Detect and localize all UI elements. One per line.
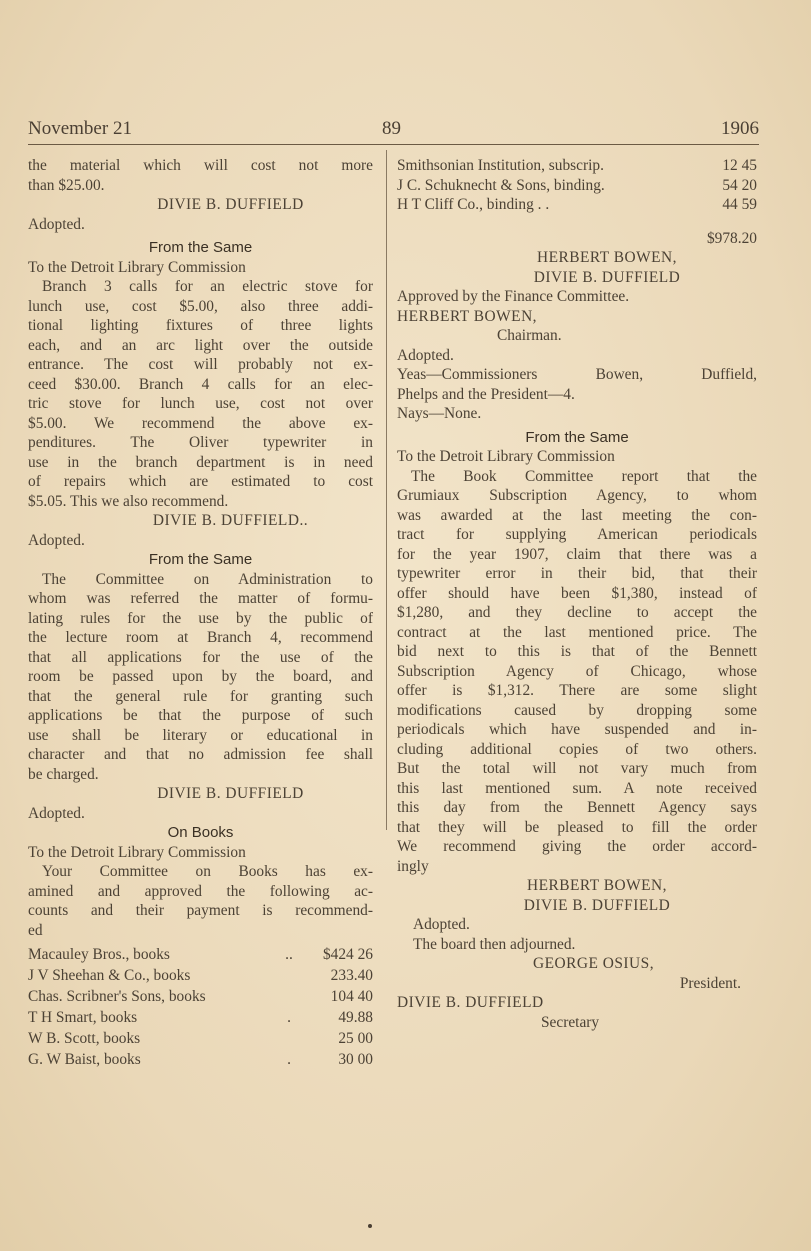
text-line: whom was referred the matter of formu-	[28, 590, 373, 607]
section-heading: On Books	[167, 824, 234, 841]
text-line: $5.05. This we also recommend.	[28, 492, 229, 510]
section-heading: From the Same	[148, 239, 253, 256]
adopted-note: Adopted.	[28, 804, 85, 822]
signature-title: President.	[679, 974, 741, 992]
text-line: that the general rule for granting such	[28, 687, 373, 705]
signature: HERBERT BOWEN,	[536, 249, 678, 266]
signature: DIVIE B. DUFFIELD	[523, 896, 671, 914]
text-line: use shall be literary or educational in	[28, 726, 373, 744]
signature: DIVIE B. DUFFIELD	[157, 785, 304, 802]
account-amount: 233.40	[330, 967, 373, 984]
text-line: for the year 1907, claim that there was a	[397, 545, 757, 563]
text-line: Grumiaux Subscription Agency, to whom	[397, 487, 757, 504]
signature-title: Chairman.	[497, 327, 562, 344]
vote-line: Nays—None.	[397, 405, 482, 422]
account-row	[28, 944, 373, 965]
account-name: W B. Scott, books	[28, 1030, 141, 1047]
signature: DIVIE B. DUFFIELD	[533, 268, 681, 286]
account-row	[28, 986, 373, 1007]
text-line: room be passed upon by the board, and	[28, 668, 373, 685]
account-row	[397, 176, 757, 196]
text-line: We recommend giving the order accord-	[397, 838, 757, 855]
text-line: $1,280, and they decline to accept the	[397, 604, 757, 621]
vote-line: Phelps and the President—4.	[397, 385, 575, 403]
account-name: J C. Schuknecht & Sons, binding.	[397, 176, 605, 194]
text-line: the material which will cost not more	[28, 157, 373, 174]
account-dots	[275, 1028, 303, 1049]
header-year: 1906	[721, 118, 759, 139]
text-line: counts and their payment is recommend-	[28, 902, 373, 919]
section-heading: From the Same	[525, 428, 629, 446]
text-line: But the total will not vary much from	[397, 760, 757, 777]
text-line: typewriter error in their bid, that their	[397, 565, 757, 582]
account-name: Smithsonian Institution, subscrip.	[397, 157, 604, 174]
text-line: tric stove for lunch use, cost not over	[28, 395, 373, 412]
approval-note: Approved by the Finance Committee.	[397, 288, 630, 305]
account-dots: .	[287, 1051, 291, 1068]
signature: HERBERT BOWEN,	[397, 307, 538, 325]
adopted-note: Adopted.	[397, 346, 454, 364]
text-line: modifications caused by dropping some	[397, 701, 757, 719]
account-name: T H Smart, books	[28, 1009, 138, 1026]
text-line: that all applications for the use of the	[28, 648, 373, 666]
text-line: bid next to this is that of the Bennett	[397, 643, 757, 660]
left-column	[28, 156, 373, 1070]
account-name: H T Cliff Co., binding . .	[397, 196, 550, 213]
account-name: J V Sheehan & Co., books	[28, 967, 191, 984]
text-line: than $25.00.	[28, 176, 105, 194]
account-row	[28, 1049, 373, 1070]
text-line: periodicals which have suspended and in-	[397, 721, 757, 738]
adopted-note: Adopted.	[413, 916, 470, 933]
text-line: that they will be pleased to fill the order	[397, 818, 757, 836]
account-row	[397, 156, 757, 176]
account-dots: .	[287, 1009, 291, 1026]
column-divider	[386, 150, 387, 830]
closing-note: The board then adjourned.	[413, 935, 576, 953]
account-dots	[275, 965, 303, 986]
vote-line: Yeas—Commissioners Bowen, Duffield,	[397, 366, 757, 383]
signature: DIVIE B. DUFFIELD	[397, 994, 544, 1011]
text-line: each, and an arc light over the outside	[28, 336, 373, 354]
ink-mark	[368, 1224, 372, 1228]
text-line: applications be that the purpose of such	[28, 707, 373, 724]
text-line: this day from the Bennett Agency says	[397, 799, 757, 816]
text-line: To the Detroit Library Commission	[397, 448, 615, 465]
text-line: of repairs which are estimated to cost	[28, 473, 373, 490]
text-line: offer is $1,312. There are some slight	[397, 682, 757, 699]
right-column	[397, 156, 757, 1032]
text-line: tract for supplying American periodicals	[397, 526, 757, 543]
text-line: ceed $30.00. Branch 4 calls for an elec-	[28, 375, 373, 393]
signature: DIVIE B. DUFFIELD..	[152, 512, 309, 529]
adopted-note: Adopted.	[28, 215, 85, 233]
text-line: Your Committee on Books has ex-	[42, 863, 373, 880]
text-line: was awarded at the last meeting the con-	[397, 506, 757, 524]
header-date: November 21	[28, 118, 132, 139]
account-dots	[275, 986, 303, 1007]
text-line: ingly	[397, 857, 429, 875]
text-line: be charged.	[28, 765, 99, 783]
signature: GEORGE OSIUS,	[533, 955, 655, 972]
page-header	[28, 118, 759, 145]
text-line: ed	[28, 921, 43, 939]
text-line: use in the branch department is in need	[28, 453, 373, 471]
account-amount: $424 26	[322, 946, 373, 963]
text-line: cluding additional copies of two others.	[397, 740, 757, 758]
text-line: this last mentioned sum. A note received	[397, 779, 757, 797]
text-line: penditures. The Oliver typewriter in	[28, 434, 373, 451]
text-line: The Committee on Administration to	[42, 570, 373, 588]
account-row	[397, 195, 757, 215]
signature: HERBERT BOWEN,	[526, 877, 668, 894]
account-dots: ..	[285, 946, 293, 963]
text-line: the lecture room at Branch 4, recommend	[28, 629, 373, 646]
account-amount: 30 00	[338, 1051, 373, 1068]
account-amount: 44 59	[722, 196, 757, 213]
text-line: Subscription Agency of Chicago, whose	[397, 662, 757, 680]
text-line: amined and approved the following ac-	[28, 882, 373, 900]
text-line: To the Detroit Library Commission	[28, 258, 246, 276]
adopted-note: Adopted.	[28, 531, 85, 549]
account-row	[28, 965, 373, 986]
text-line: tional lighting fixtures of three lights	[28, 317, 373, 334]
account-name: G. W Baist, books	[28, 1051, 141, 1068]
accounts-total: $978.20	[706, 229, 757, 247]
signature: DIVIE B. DUFFIELD	[157, 196, 304, 213]
account-name: Chas. Scribner's Sons, books	[28, 988, 206, 1005]
account-amount: 25 00	[338, 1030, 373, 1047]
text-line: The Book Committee report that the	[411, 467, 757, 485]
account-name: Macauley Bros., books	[28, 946, 170, 963]
account-row	[28, 1007, 373, 1028]
text-line: lunch use, cost $5.00, also three addi-	[28, 297, 373, 315]
text-line: $5.00. We recommend the above ex-	[28, 414, 373, 432]
text-line: contract at the last mentioned price. The	[397, 623, 757, 641]
account-amount: 49.88	[338, 1009, 373, 1026]
section-heading: From the Same	[148, 551, 253, 568]
page-number: 89	[382, 118, 401, 139]
text-line: Branch 3 calls for an electric stove for	[42, 278, 373, 295]
text-line: entrance. The cost will probably not ex-	[28, 356, 373, 373]
account-amount: 54 20	[722, 176, 757, 194]
account-row	[28, 1028, 373, 1049]
text-line: lating rules for the use by the public of	[28, 609, 373, 627]
account-amount: 104 40	[330, 988, 373, 1005]
text-line: character and that no admission fee shall	[28, 746, 373, 763]
signature-title: Secretary	[541, 1013, 600, 1031]
text-line: offer should have been $1,380, instead of	[397, 584, 757, 602]
account-amount: 12 45	[722, 157, 757, 174]
text-line: To the Detroit Library Commission	[28, 843, 246, 861]
